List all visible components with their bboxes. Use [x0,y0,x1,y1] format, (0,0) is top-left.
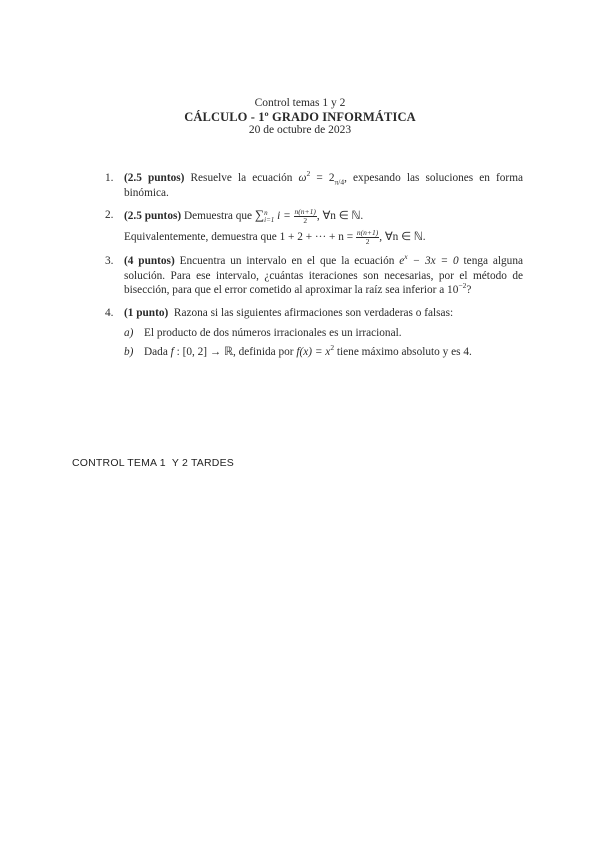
question-number: 1. [105,172,114,184]
question-text: Equivalentemente, demuestra que 1 + 2 + ··· + n = [124,231,356,244]
math-expression: − 3x = 0 [407,255,459,267]
math-omega: ω [298,172,307,184]
sum-variable: i = [274,210,294,223]
sum-symbol: ∑ [254,207,265,223]
math-expression: f(x) = x [296,345,331,358]
item-text: tiene máximo absoluto y es 4. [334,345,472,358]
question-number: 2. [105,209,114,221]
question-text: Resuelve la ecuación [184,172,299,184]
item-label: a) [124,327,134,339]
question-4-item-a [105,326,523,341]
fraction-numerator: n(n+1) [356,228,379,237]
header-subtitle: Control temas 1 y 2 [254,97,346,109]
math-exponent: 2 [306,169,311,179]
question-text: tenga alguna solución. Para ese intervalo, ¿cuántas iteraciones son necesarias, por el método de bisección, para que el error cometido al aproximar la raíz sea inferior a 10 [124,255,523,296]
document-header [0,97,600,137]
math-exponent: 2 [330,342,335,352]
header-title: CÁLCULO - 1º GRADO INFORMÁTICA [184,110,416,124]
math-domain: : [0, 2] → ℝ [173,345,233,358]
fraction [356,229,379,246]
question-text: , expesando las soluciones en forma binómica. [124,172,523,199]
question-text: Demuestra que [181,210,255,223]
fraction-denominator: 2 [365,237,370,246]
question-list [105,171,523,363]
question-text: , ∀n ∈ ℕ. [316,210,364,223]
question-points: (4 puntos) [124,255,175,267]
fraction-numerator: n(n+1) [294,207,316,216]
sum-lower-limit: i=1 [264,215,275,224]
fraction-denominator: 2 [303,216,308,225]
item-text: El producto de dos números irracionales es un irracional. [144,327,402,339]
annotation-note: CONTROL TEMA 1 Y 2 TARDES [72,457,234,469]
question-points: (2.5 puntos) [124,172,185,184]
question-1 [105,171,523,200]
math-function: f [170,345,174,358]
question-text: ? [466,284,472,296]
item-label: b) [124,345,134,358]
math-exponent: −2 [458,281,467,291]
question-text: Razona si las siguientes afirmaciones son verdaderas o falsas: [168,306,454,319]
question-4-item-b [105,342,523,360]
math-subscript: π/4 [334,177,345,187]
header-date: 20 de octubre de 2023 [248,124,352,136]
question-3 [105,254,523,298]
math-base: e [399,255,405,267]
question-4 [105,306,523,321]
question-2 [105,208,523,225]
sum-upper-limit: n [264,208,268,217]
question-2-equivalent [105,229,523,246]
question-text: Encuentra un intervalo en el que la ecuación [174,255,400,267]
math-equals: = 2 [310,172,335,184]
item-text: , definida por [232,345,297,358]
math-exponent: x [404,252,408,262]
question-text: , ∀n ∈ ℕ. [379,231,426,244]
question-number: 4. [105,306,114,319]
question-number: 3. [105,255,114,267]
fraction [294,208,317,225]
question-points: (2.5 puntos) [124,210,182,223]
item-text: Dada [144,345,171,358]
question-points: (1 punto) [124,306,169,319]
